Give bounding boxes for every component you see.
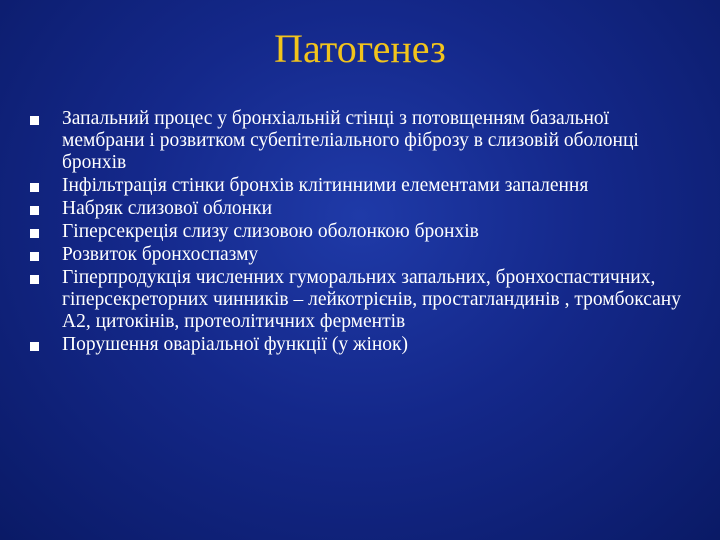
bullet-item [30, 334, 690, 356]
square-bullet-icon [30, 229, 39, 238]
bullet-item [30, 175, 690, 197]
bullet-text: Розвиток бронхоспазму [62, 244, 259, 265]
bullet-item [30, 221, 690, 243]
bullet-text: Набряк слизової облонки [62, 198, 273, 219]
square-bullet-icon [30, 275, 39, 284]
square-bullet-icon [30, 116, 39, 125]
slide-title: Патогенез [274, 26, 446, 71]
bullet-text: Інфільтрація стінки бронхів клітинними елементами запалення [62, 175, 589, 196]
bullet-text: Запальний процес у бронхіальній стінці з потовщенням базальної мембрани і розвитком субепітеліального фіброзу в слизовій оболонці бронхів [62, 108, 639, 173]
bullet-item [30, 108, 690, 174]
bullet-list [30, 108, 690, 357]
bullet-text: Гіперпродукція численних гуморальних запальних, бронхоспастичних, гіперсекреторних чинників – лейкотрієнів, простагландинів , тромбоксану А2, цитокінів, протеолітичних ферментів [62, 267, 681, 332]
bullet-item [30, 244, 690, 266]
square-bullet-icon [30, 183, 39, 192]
square-bullet-icon [30, 252, 39, 261]
bullet-item [30, 198, 690, 220]
square-bullet-icon [30, 206, 39, 215]
bullet-item [30, 267, 690, 333]
bullet-text: Порушення оваріальної функції (у жінок) [62, 334, 409, 355]
square-bullet-icon [30, 342, 39, 351]
bullet-text: Гіперсекреція слизу слизовою оболонкою бронхів [62, 221, 479, 242]
